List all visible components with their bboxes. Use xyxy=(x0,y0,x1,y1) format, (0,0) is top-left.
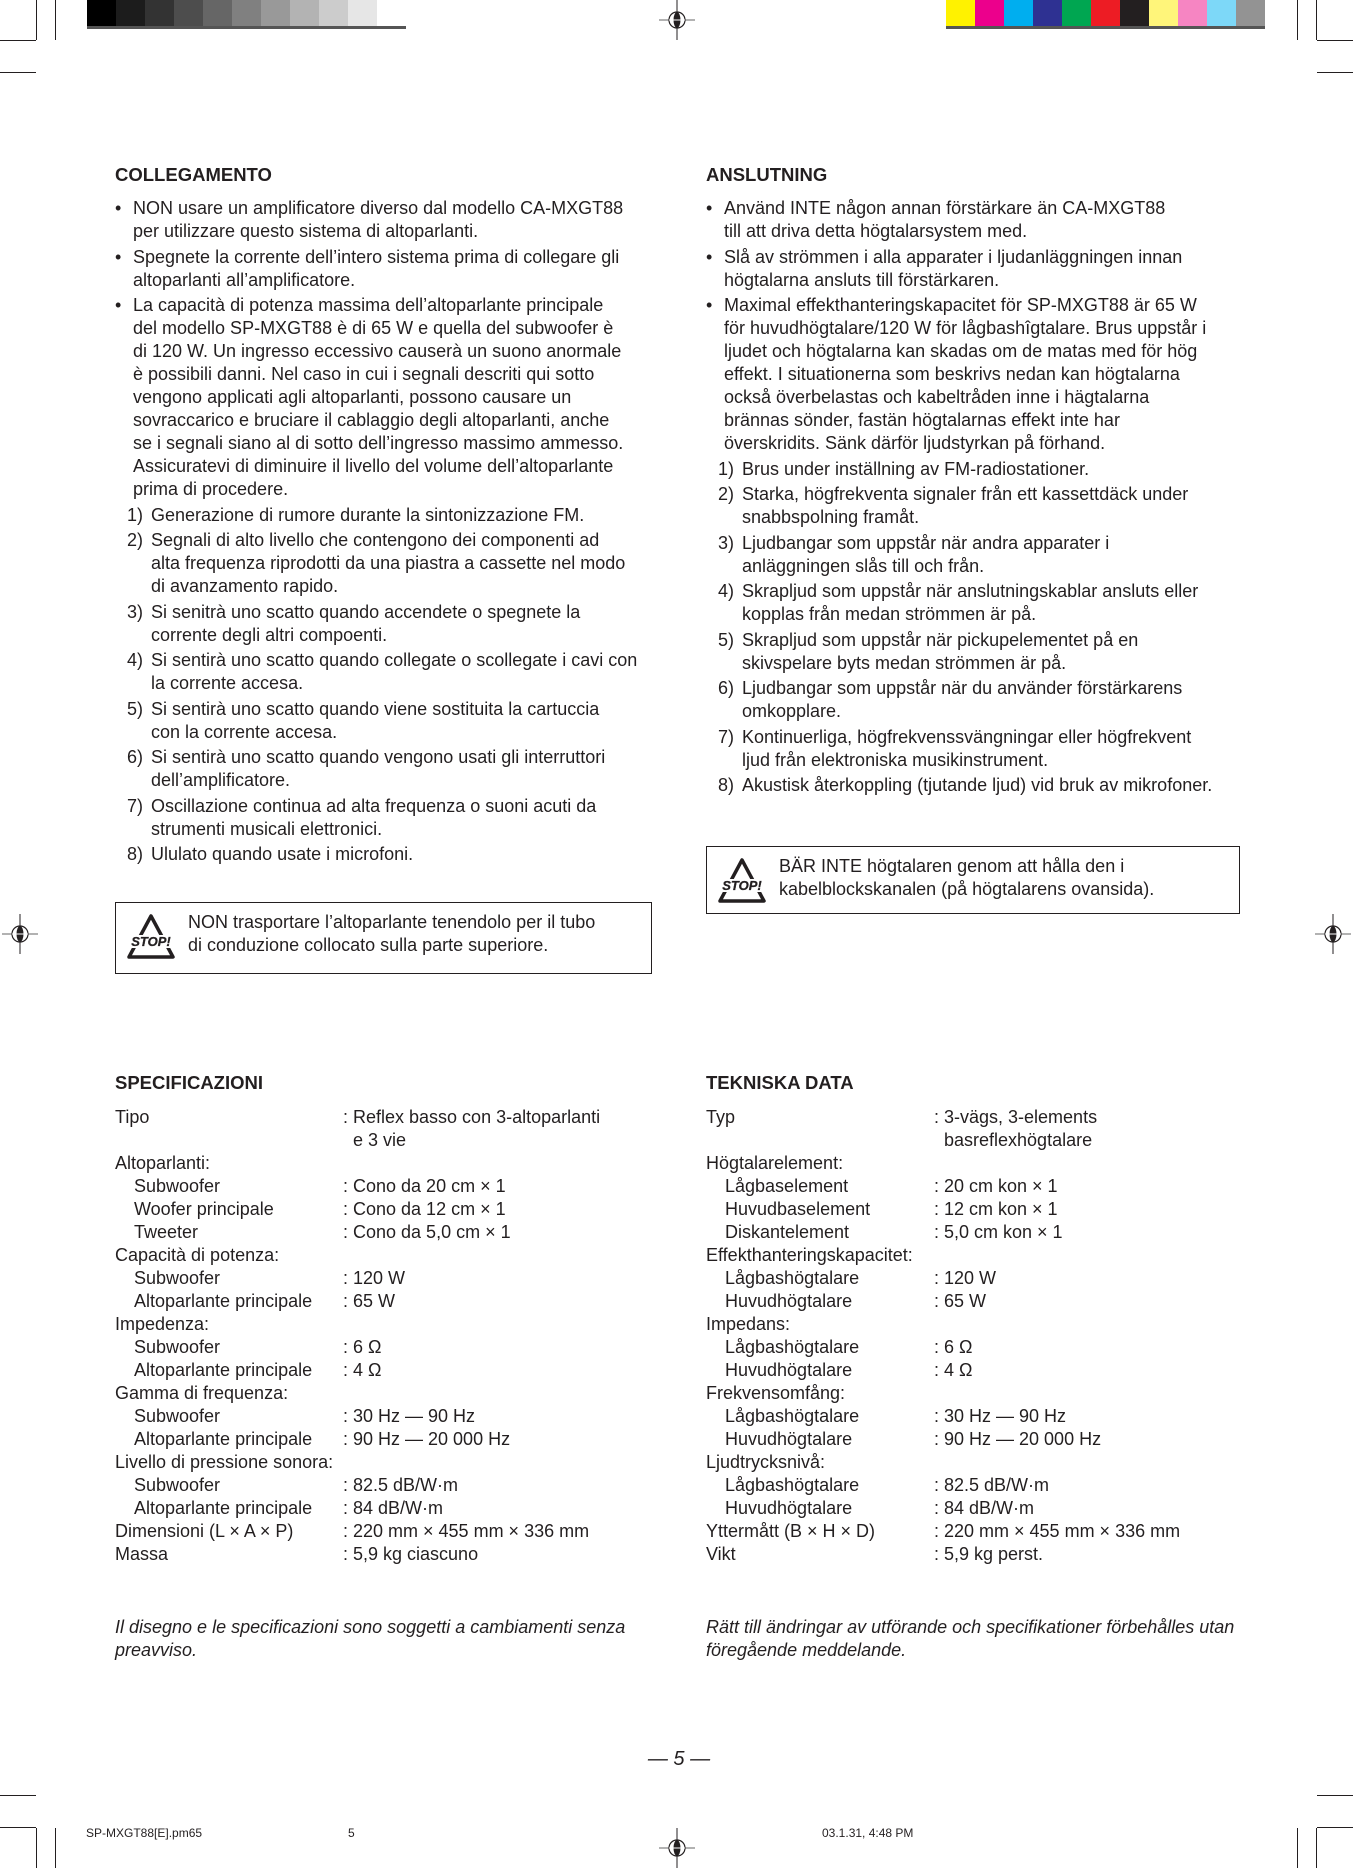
spec-value: : 82.5 dB/W·m xyxy=(934,1475,1050,1495)
text-line: också överbelastas och kabeltråden inne i hägtalarna xyxy=(724,387,1150,407)
text-line: alta frequenza riprodotti da una piastra a cassette nel modo xyxy=(151,553,626,573)
color-swatch xyxy=(145,0,174,26)
note-line: Rätt till ändringar av utförande och specifikationer förbehålles utan xyxy=(706,1617,1235,1637)
text-line: del modello SP-MXGT88 è di 65 W e quella del subwoofer è xyxy=(133,318,614,338)
list-marker: 8) xyxy=(718,775,735,795)
spec-row xyxy=(706,1129,1251,1152)
spec-label: Huvudhögtalare xyxy=(725,1291,853,1311)
list-marker: 8) xyxy=(127,844,144,864)
list-item xyxy=(706,458,1251,481)
spec-row xyxy=(706,1221,1251,1244)
text-line: överskridits. Sänk därför ljudstyrkan på förhand. xyxy=(724,433,1106,453)
gray-scale-bar xyxy=(87,0,406,29)
crop-mark xyxy=(1317,40,1353,41)
text-line: prima di procedere. xyxy=(133,479,289,499)
swedish-connection-list xyxy=(706,197,1251,800)
spec-value: : 82.5 dB/W·m xyxy=(343,1475,459,1495)
swedish-disclaimer xyxy=(706,1616,1266,1662)
stop-icon-text: STOP! xyxy=(722,878,762,893)
text-line: Maximal effekthanteringskapacitet för SP-MXGT88 är 65 W xyxy=(724,295,1197,315)
spec-row xyxy=(115,1474,660,1497)
section-heading-anslutning: ANSLUTNING xyxy=(706,164,828,185)
spec-row xyxy=(115,1152,660,1175)
list-item xyxy=(115,294,660,501)
spec-value: : Cono da 20 cm × 1 xyxy=(343,1176,506,1196)
list-marker: • xyxy=(115,198,122,218)
spec-value: : 30 Hz — 90 Hz xyxy=(343,1406,476,1426)
spec-label: Altoparlanti: xyxy=(115,1153,211,1173)
text-line: con la corrente accesa. xyxy=(151,721,338,742)
warning-text-line: kabelblockskanalen (på högtalarens ovansida). xyxy=(779,879,1155,899)
list-item xyxy=(115,746,660,792)
list-marker: 1) xyxy=(718,458,735,479)
text-line: sovraccarico e bruciare il cablaggio degli altoparlanti, anche xyxy=(133,410,610,430)
spec-label: Altoparlante principale xyxy=(134,1498,313,1518)
spec-row xyxy=(706,1428,1251,1451)
spec-value: : 6 Ω xyxy=(934,1337,973,1357)
color-swatch xyxy=(1236,0,1265,26)
color-control-bar xyxy=(946,0,1265,29)
crop-mark xyxy=(0,40,36,41)
spec-row xyxy=(115,1543,660,1566)
spec-value: : 5,0 cm kon × 1 xyxy=(934,1222,1063,1242)
text-line: Si sentirà uno scatto quando collegate o scollegate i cavi con xyxy=(151,650,638,670)
note-line: preavviso. xyxy=(115,1640,198,1660)
text-line: skivspelare byts medan strömmen är på. xyxy=(742,652,1067,673)
swedish-stop-warning xyxy=(706,846,1240,914)
text-line: la corrente accesa. xyxy=(151,673,304,693)
text-line: Ljudbangar som uppstår när du använder förstärkarens xyxy=(742,678,1183,698)
spec-row xyxy=(115,1405,660,1428)
registration-mark-icon xyxy=(657,1828,697,1873)
spec-label: Huvudhögtalare xyxy=(725,1360,853,1380)
list-marker: 5) xyxy=(127,698,144,719)
list-marker: • xyxy=(706,246,713,267)
italian-spec-table xyxy=(115,1106,660,1566)
spec-row xyxy=(706,1198,1251,1221)
color-swatch xyxy=(348,0,377,26)
spec-label: Altoparlante principale xyxy=(134,1291,313,1311)
crop-mark xyxy=(0,72,36,73)
italian-connection-list xyxy=(115,197,660,869)
list-item xyxy=(115,649,660,695)
registration-mark-icon xyxy=(0,914,40,959)
text-line: di avanzamento rapido. xyxy=(151,576,339,596)
spec-value: : Cono da 5,0 cm × 1 xyxy=(343,1222,511,1242)
text-line: Oscillazione continua ad alta frequenza o suoni acuti da xyxy=(151,795,597,816)
list-item xyxy=(706,580,1251,626)
list-item xyxy=(706,532,1251,578)
list-marker: 6) xyxy=(127,747,144,767)
section-heading-tekniska-data: TEKNISKA DATA xyxy=(706,1072,854,1093)
color-swatch xyxy=(975,0,1004,26)
crop-mark xyxy=(1316,1828,1317,1868)
list-marker: 1) xyxy=(127,504,144,525)
spec-label: Lågbashögtalare xyxy=(725,1475,860,1495)
spec-row xyxy=(706,1336,1251,1359)
color-swatch xyxy=(1207,0,1236,26)
text-line: omkopplare. xyxy=(742,701,842,721)
color-swatch xyxy=(1062,0,1091,26)
spec-label: Högtalarelement: xyxy=(706,1153,844,1173)
note-line: föregående meddelande. xyxy=(706,1640,907,1660)
list-marker: • xyxy=(115,246,122,267)
text-line: till att driva detta högtalarsystem med. xyxy=(724,221,1028,241)
italian-stop-warning xyxy=(115,902,652,974)
color-swatch xyxy=(377,0,406,26)
spec-label: Altoparlante principale xyxy=(134,1360,313,1380)
spec-row xyxy=(706,1497,1251,1520)
spec-value: : 84 dB/W·m xyxy=(934,1498,1035,1518)
spec-label: Ljudtrycksnivå: xyxy=(706,1452,826,1472)
list-item xyxy=(115,843,660,866)
spec-label: Tipo xyxy=(115,1107,150,1127)
italian-disclaimer xyxy=(115,1616,675,1662)
text-line: La capacità di potenza massima dell’altoparlante principale xyxy=(133,295,604,315)
spec-label: Huvudbaselement xyxy=(725,1199,871,1219)
spec-row xyxy=(115,1106,660,1129)
list-marker: 4) xyxy=(718,581,735,601)
warning-text-line: BÄR INTE högtalaren genom att hålla den i xyxy=(779,856,1125,876)
list-item xyxy=(115,698,660,744)
spec-value: : 5,9 kg perst. xyxy=(934,1544,1044,1564)
text-line: ljudet och högtalarna kan skadas om de matas med för hög xyxy=(724,341,1198,361)
crop-mark xyxy=(55,0,56,40)
spec-row xyxy=(115,1175,660,1198)
crop-mark xyxy=(1317,1795,1353,1796)
page-number: — 5 — xyxy=(647,1748,711,1770)
spec-value: : 5,9 kg ciascuno xyxy=(343,1544,479,1564)
text-line: anläggningen slås till och från. xyxy=(742,555,985,576)
spec-value: : 4 Ω xyxy=(934,1360,973,1380)
color-swatch xyxy=(1091,0,1120,26)
text-line: kopplas från medan strömmen är på. xyxy=(742,604,1037,624)
spec-value: : 6 Ω xyxy=(343,1337,382,1357)
spec-label: Lågbaselement xyxy=(725,1176,849,1196)
spec-row xyxy=(115,1267,660,1290)
spec-label: Capacità di potenza: xyxy=(115,1245,280,1265)
spec-value: : 84 dB/W·m xyxy=(343,1498,444,1518)
text-line: Assicuratevi di diminuire il livello del volume dell’altoparlante xyxy=(133,456,614,476)
list-item xyxy=(706,483,1251,529)
crop-mark xyxy=(55,1828,56,1868)
text-line: ljud från elektroniska musikinstrument. xyxy=(742,749,1049,770)
text-line: snabbspolning framåt. xyxy=(742,507,920,527)
spec-row xyxy=(115,1129,660,1152)
spec-label: Diskantelement xyxy=(725,1222,850,1242)
list-item xyxy=(115,197,660,243)
list-item xyxy=(115,504,660,527)
list-marker: • xyxy=(115,295,122,315)
text-line: Starka, högfrekventa signaler från ett kassettdäck under xyxy=(742,484,1189,504)
list-item xyxy=(115,601,660,647)
spec-label: Subwoofer xyxy=(134,1176,221,1196)
text-line: Ululato quando usate i microfoni. xyxy=(151,844,414,864)
spec-value: : 12 cm kon × 1 xyxy=(934,1199,1058,1219)
list-item xyxy=(706,197,1251,243)
color-swatch xyxy=(1033,0,1062,26)
stop-warning-icon xyxy=(126,913,176,961)
color-swatch xyxy=(174,0,203,26)
list-marker: 3) xyxy=(718,532,735,553)
text-line: Si sentirà uno scatto quando viene sostituita la cartuccia xyxy=(151,698,600,719)
spec-label: Frekvensomfång: xyxy=(706,1383,846,1403)
text-line: Ljudbangar som uppstår när andra apparater i xyxy=(742,532,1110,553)
footer-timestamp: 03.1.31, 4:48 PM xyxy=(822,1826,914,1840)
list-marker: • xyxy=(706,198,713,218)
spec-row xyxy=(706,1474,1251,1497)
spec-value: : 30 Hz — 90 Hz xyxy=(934,1406,1067,1426)
list-item xyxy=(115,529,660,598)
footer-page: 5 xyxy=(348,1826,355,1840)
spec-label: Typ xyxy=(706,1107,736,1127)
text-line: Slå av strömmen i alla apparater i ljudanläggningen innan xyxy=(724,246,1183,267)
spec-label: Impedans: xyxy=(706,1314,791,1334)
spec-value: basreflexhögtalare xyxy=(934,1130,1093,1150)
spec-label: Gamma di frequenza: xyxy=(115,1383,289,1403)
text-line: Skrapljud som uppstår när anslutningskablar ansluts eller xyxy=(742,581,1199,601)
spec-row xyxy=(115,1428,660,1451)
color-swatch xyxy=(1004,0,1033,26)
registration-mark-icon xyxy=(657,0,697,45)
spec-label: Massa xyxy=(115,1544,169,1564)
list-marker: 6) xyxy=(718,678,735,698)
list-marker: 7) xyxy=(718,726,735,747)
list-item xyxy=(706,629,1251,675)
spec-label: Livello di pressione sonora: xyxy=(115,1452,334,1472)
color-swatch xyxy=(232,0,261,26)
spec-row xyxy=(115,1451,660,1474)
spec-value: : 20 cm kon × 1 xyxy=(934,1176,1058,1196)
crop-mark xyxy=(0,1827,36,1828)
crop-mark xyxy=(36,0,37,40)
spec-value: : 90 Hz — 20 000 Hz xyxy=(934,1429,1102,1449)
spec-row xyxy=(115,1382,660,1405)
list-item xyxy=(115,246,660,292)
spec-label: Yttermått (B × H × D) xyxy=(706,1521,876,1541)
spec-row xyxy=(706,1405,1251,1428)
text-line: corrente degli altri compoenti. xyxy=(151,624,388,645)
text-line: för huvudhögtalare/120 W för lågbashîgtalare. Brus uppstår i xyxy=(724,318,1207,338)
spec-row xyxy=(115,1520,660,1543)
spec-row xyxy=(706,1359,1251,1382)
list-marker: 4) xyxy=(127,650,144,670)
spec-label: Subwoofer xyxy=(134,1268,221,1288)
text-line: Skrapljud som uppstår när pickupelementet på en xyxy=(742,629,1139,650)
spec-value: : 65 W xyxy=(934,1291,987,1311)
warning-text-line: di conduzione collocato sulla parte superiore. xyxy=(188,935,549,955)
color-swatch xyxy=(203,0,232,26)
spec-label: Altoparlante principale xyxy=(134,1429,313,1449)
spec-label: Tweeter xyxy=(134,1222,199,1242)
swedish-spec-table xyxy=(706,1106,1251,1566)
text-line: per utilizzare questo sistema di altoparlanti. xyxy=(133,221,479,241)
list-marker: 2) xyxy=(718,484,735,504)
color-swatch xyxy=(946,0,975,26)
text-line: Spegnete la corrente dell’intero sistema prima di collegare gli xyxy=(133,246,620,267)
text-line: Generazione di rumore durante la sintonizzazione FM. xyxy=(151,504,585,525)
spec-row xyxy=(115,1290,660,1313)
spec-value: : 220 mm × 455 mm × 336 mm xyxy=(343,1521,590,1541)
section-heading-collegamento: COLLEGAMENTO xyxy=(115,164,272,185)
color-swatch xyxy=(1120,0,1149,26)
spec-row xyxy=(706,1175,1251,1198)
registration-mark-icon xyxy=(1313,914,1353,959)
spec-value: : 90 Hz — 20 000 Hz xyxy=(343,1429,511,1449)
color-swatch xyxy=(87,0,116,26)
spec-value: : 120 W xyxy=(934,1268,997,1288)
spec-value: : 120 W xyxy=(343,1268,406,1288)
section-heading-specificazioni: SPECIFICAZIONI xyxy=(115,1072,264,1093)
list-marker: 5) xyxy=(718,629,735,650)
crop-mark xyxy=(1297,0,1298,40)
spec-row xyxy=(706,1543,1251,1566)
spec-row xyxy=(706,1382,1251,1405)
spec-value: e 3 vie xyxy=(343,1130,407,1150)
text-line: Använd INTE någon annan förstärkare än CA-MXGT88 xyxy=(724,198,1166,218)
spec-row xyxy=(706,1520,1251,1543)
list-item xyxy=(706,774,1251,797)
spec-row xyxy=(115,1198,660,1221)
text-line: se i segnali siano al di sotto dell’ingresso massimo ammesso. xyxy=(133,433,624,453)
stop-warning-icon xyxy=(717,857,767,905)
list-marker: 2) xyxy=(127,530,144,550)
text-line: Akustisk återkoppling (tjutande ljud) vid bruk av mikrofoner. xyxy=(742,775,1213,795)
stop-icon-text: STOP! xyxy=(131,934,171,949)
spec-value: : 65 W xyxy=(343,1291,396,1311)
spec-row xyxy=(706,1267,1251,1290)
spec-label: Lågbashögtalare xyxy=(725,1406,860,1426)
spec-label: Huvudhögtalare xyxy=(725,1429,853,1449)
crop-mark xyxy=(1317,72,1353,73)
list-item xyxy=(706,246,1251,292)
list-marker: 3) xyxy=(127,601,144,622)
text-line: Brus under inställning av FM-radiostationer. xyxy=(742,458,1090,479)
list-marker: • xyxy=(706,295,713,315)
spec-value: : 4 Ω xyxy=(343,1360,382,1380)
crop-mark xyxy=(1297,1828,1298,1868)
crop-mark xyxy=(36,1828,37,1868)
list-marker: 7) xyxy=(127,795,144,816)
text-line: högtalarna ansluts till förstärkaren. xyxy=(724,269,1000,290)
spec-label: Subwoofer xyxy=(134,1406,221,1426)
spec-label: Huvudhögtalare xyxy=(725,1498,853,1518)
text-line: Si sentirà uno scatto quando vengono usati gli interruttori xyxy=(151,747,606,767)
color-swatch xyxy=(1178,0,1207,26)
spec-row xyxy=(706,1152,1251,1175)
spec-label: Subwoofer xyxy=(134,1475,221,1495)
list-item xyxy=(706,726,1251,772)
list-item xyxy=(706,677,1251,723)
text-line: di 120 W. Un ingresso eccessivo causerà un suono anormale xyxy=(133,341,622,361)
text-line: altoparlanti all’amplificatore. xyxy=(133,269,356,290)
color-swatch xyxy=(261,0,290,26)
spec-row xyxy=(706,1451,1251,1474)
crop-mark xyxy=(0,1795,36,1796)
spec-row xyxy=(115,1336,660,1359)
crop-mark xyxy=(1317,1827,1353,1828)
note-line: Il disegno e le specificazioni sono soggetti a cambiamenti senza xyxy=(115,1617,626,1637)
spec-row xyxy=(115,1497,660,1520)
spec-row xyxy=(115,1359,660,1382)
spec-row xyxy=(706,1290,1251,1313)
crop-mark xyxy=(1316,0,1317,40)
text-line: è possibili danni. Nel caso in cui i segnali descriti qui sotto xyxy=(133,364,595,384)
spec-row xyxy=(115,1221,660,1244)
text-line: Segnali di alto livello che contengono dei componenti ad xyxy=(151,530,600,550)
footer-file-name: SP-MXGT88[E].pm65 xyxy=(86,1826,203,1840)
text-line: vengono applicati agli altoparlanti, possono causare un xyxy=(133,387,572,407)
spec-value: : 220 mm × 455 mm × 336 mm xyxy=(934,1521,1181,1541)
text-line: Kontinuerliga, högfrekvenssvängningar eller högfrekvent xyxy=(742,726,1192,747)
spec-row xyxy=(115,1244,660,1267)
spec-row xyxy=(706,1313,1251,1336)
color-swatch xyxy=(116,0,145,26)
warning-text-line: NON trasportare l’altoparlante tenendolo per il tubo xyxy=(188,912,596,932)
list-item xyxy=(115,795,660,841)
spec-row xyxy=(706,1244,1251,1267)
spec-value: : 3-vägs, 3-elements xyxy=(934,1107,1098,1127)
text-line: strumenti musicali elettronici. xyxy=(151,818,383,839)
spec-label: Lågbashögtalare xyxy=(725,1268,860,1288)
list-item xyxy=(706,294,1251,455)
spec-label: Lågbashögtalare xyxy=(725,1337,860,1357)
text-line: Si senitrà uno scatto quando accendete o spegnete la xyxy=(151,601,581,622)
text-line: brännas sönder, fastän högtalarnas effekt inte har xyxy=(724,410,1120,430)
spec-label: Impedenza: xyxy=(115,1314,210,1334)
spec-value: : Reflex basso con 3-altoparlanti xyxy=(343,1107,601,1127)
spec-label: Vikt xyxy=(706,1544,736,1564)
spec-label: Subwoofer xyxy=(134,1337,221,1357)
spec-value: : Cono da 12 cm × 1 xyxy=(343,1199,506,1219)
spec-label: Dimensioni (L × A × P) xyxy=(115,1521,294,1541)
color-swatch xyxy=(319,0,348,26)
color-swatch xyxy=(290,0,319,26)
spec-row xyxy=(706,1106,1251,1129)
text-line: NON usare un amplificatore diverso dal modello CA-MXGT88 xyxy=(133,198,624,218)
spec-label: Woofer principale xyxy=(134,1199,274,1219)
text-line: dell’amplificatore. xyxy=(151,770,291,790)
color-swatch xyxy=(1149,0,1178,26)
spec-row xyxy=(115,1313,660,1336)
spec-label: Effekthanteringskapacitet: xyxy=(706,1245,913,1265)
text-line: effekt. I situationerna som beskrivs nedan kan högtalarna xyxy=(724,364,1180,384)
